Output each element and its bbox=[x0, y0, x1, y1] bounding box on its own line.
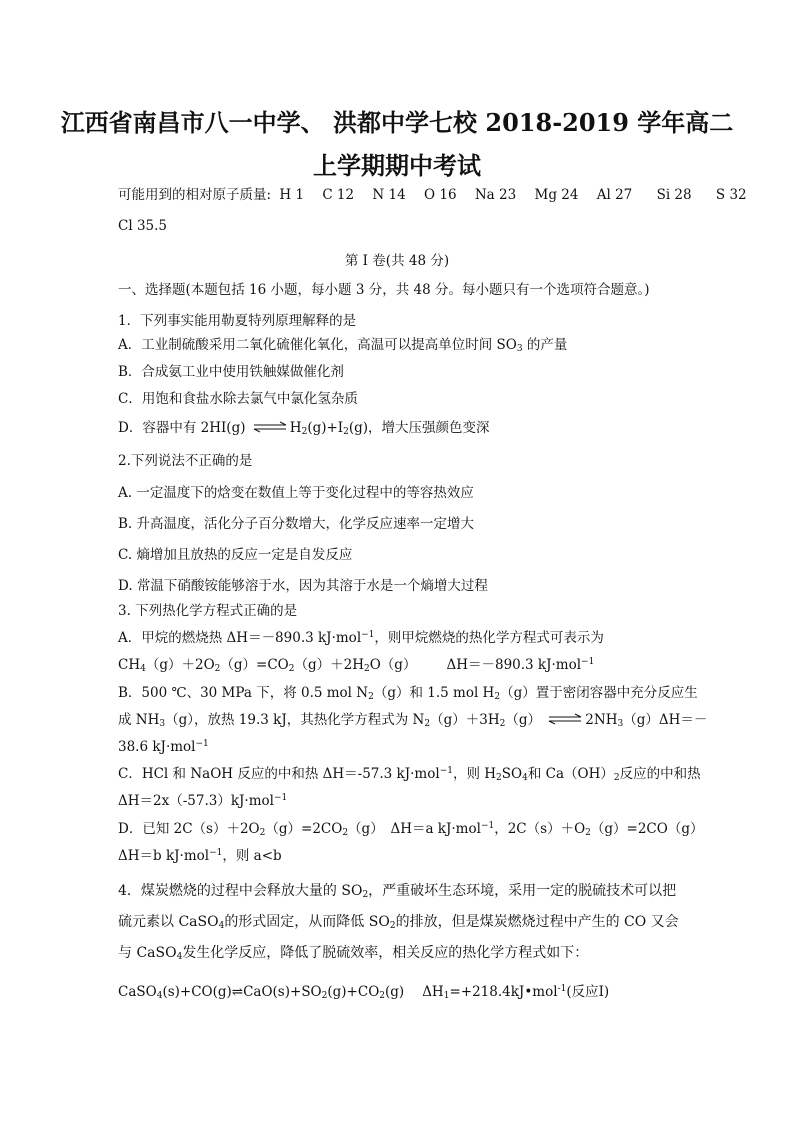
text: （g）ΔH＝－ bbox=[623, 712, 708, 728]
subscript: 2 bbox=[379, 991, 385, 1001]
q3-option-c-line2 bbox=[118, 792, 287, 810]
q3-option-b-line2 bbox=[118, 711, 707, 729]
text: （g）=2CO（g） bbox=[590, 821, 704, 837]
subscript: 3 bbox=[617, 719, 624, 729]
text: 反应的中和热 bbox=[619, 766, 701, 782]
q3-option-d-line2 bbox=[118, 847, 282, 865]
text: (s)+CO(g)⇌CaO(s)+SO bbox=[162, 984, 322, 1000]
subscript: 2 bbox=[259, 828, 266, 838]
subscript: 3 bbox=[159, 719, 166, 729]
q2-option-a: A. 一定温度下的焓变在数值上等于变化过程中的等容热效应 bbox=[118, 485, 474, 501]
q3-option-d-line1 bbox=[118, 820, 703, 838]
subscript: 4 bbox=[218, 921, 225, 931]
q3-stem: 3. 下列热化学方程式正确的是 bbox=[118, 603, 298, 619]
text: （g）和 1.5 mol H bbox=[373, 685, 495, 701]
subscript: 2 bbox=[301, 427, 308, 437]
mass-item: O 16 bbox=[424, 187, 457, 203]
q3-option-c-line1 bbox=[118, 765, 701, 783]
subscript: 2 bbox=[288, 664, 295, 674]
q2-option-c: C. 熵增加且放热的反应一定是自发反应 bbox=[118, 547, 353, 563]
exam-title-line2: 上学期期中考试 bbox=[313, 151, 481, 180]
subscript: 2 bbox=[496, 773, 502, 783]
subscript: 2 bbox=[214, 664, 221, 674]
text: 4．煤炭燃烧的过程中会释放大量的 SO bbox=[118, 883, 363, 899]
text: SO bbox=[501, 766, 523, 782]
text: (g)+CO bbox=[327, 984, 380, 1000]
text: （g） bbox=[505, 712, 541, 728]
text: ，严重破坏生态环境，采用一定的脱硫技术可以把 bbox=[368, 883, 677, 899]
text: ，则 H bbox=[452, 766, 497, 782]
exam-title-line1: 江西省南昌市八一中学、 洪都中学七校 2018-2019 学年高二 bbox=[60, 108, 734, 137]
mass-item: Si 28 bbox=[656, 187, 692, 203]
text: 的形式固定，从而降低 SO bbox=[224, 914, 390, 930]
text: ，则 a<b bbox=[222, 848, 282, 864]
subscript: 4 bbox=[522, 773, 528, 783]
text: A．甲烷的燃烧热 ΔH＝－890.3 kJ·mol bbox=[118, 630, 362, 646]
text: 的排放，但是煤炭燃烧过程中产生的 CO 又会 bbox=[395, 914, 679, 930]
text: =+218.4kJ•mol bbox=[449, 984, 558, 1000]
subscript: 2 bbox=[499, 719, 506, 729]
mass-item: N 14 bbox=[372, 187, 406, 203]
text: （g）＋3H bbox=[430, 712, 500, 728]
subscript: 2 bbox=[343, 427, 349, 437]
text: B．500 ℃、30 MPa 下，将 0.5 mol N bbox=[118, 685, 369, 701]
q1-a-text-end: 的产量 bbox=[522, 337, 568, 353]
atomic-mass-cl: Cl 35.5 bbox=[118, 218, 167, 234]
q4-line3 bbox=[118, 944, 588, 962]
subscript: 4 bbox=[176, 952, 183, 962]
text: （g）=CO bbox=[220, 657, 289, 673]
text: ，则甲烷燃烧的热化学方程式可表示为 bbox=[374, 630, 604, 646]
subscript: 2 bbox=[368, 692, 374, 702]
text: 2NH bbox=[585, 712, 618, 728]
text: （g） ΔH＝a kJ·mol bbox=[348, 821, 481, 837]
q2-stem: 2.下列说法不正确的是 bbox=[118, 453, 253, 469]
text: （g）＋2H bbox=[294, 657, 364, 673]
superscript: −1 bbox=[439, 766, 453, 776]
q1-d-i: (g)+I bbox=[307, 420, 344, 436]
text: ΔH＝b kJ·mol bbox=[118, 848, 210, 864]
text: CaSO bbox=[118, 984, 157, 1000]
text: （g）置于密闭容器中充分反应生 bbox=[500, 685, 698, 701]
q2-option-d: D. 常温下硝酸铵能够溶于水，因为其溶于水是一个熵增大过程 bbox=[118, 578, 488, 594]
text: 成 NH bbox=[118, 712, 160, 728]
subscript: 2 bbox=[424, 719, 431, 729]
equilibrium-arrow-icon bbox=[253, 421, 287, 433]
subscript: 4 bbox=[156, 991, 163, 1001]
text: CH bbox=[118, 657, 141, 673]
subscript: 2 bbox=[389, 921, 396, 931]
mass-item: Mg 24 bbox=[534, 187, 579, 203]
q1-stem: 1．下列事实能用勒夏特列原理解释的是 bbox=[118, 313, 357, 329]
atomic-mass-label: 可能用到的相对原子质量: bbox=[118, 187, 272, 203]
subscript: 4 bbox=[140, 664, 146, 674]
superscript: −1 bbox=[480, 821, 495, 831]
subscript: 2 bbox=[321, 991, 328, 1001]
q2-option-b: B. 升高温度，活化分子百分数增大，化学反应速率一定增大 bbox=[118, 516, 475, 532]
text: (g) bbox=[385, 984, 405, 1000]
text: C．HCl 和 NaOH 反应的中和热 ΔH＝-57.3 kJ·mol bbox=[118, 766, 440, 782]
text: ΔH＝－890.3 kJ·mol bbox=[446, 657, 582, 673]
q1-a-text: A．工业制硫酸采用二氧化硫催化氧化，高温可以提高单位时间 SO bbox=[118, 337, 517, 353]
superscript: −1 bbox=[361, 630, 375, 640]
q4-line1 bbox=[118, 882, 676, 900]
q1-d-h: H bbox=[289, 420, 302, 436]
q1-d-text: D．容器中有 2HI(g) bbox=[118, 420, 246, 436]
text: D．已知 2C（s）＋2O bbox=[118, 821, 260, 837]
q3-option-b-line3 bbox=[118, 738, 209, 756]
subscript: 2 bbox=[613, 773, 620, 783]
q3-option-b-line1 bbox=[118, 684, 698, 702]
atomic-mass-row bbox=[118, 186, 747, 204]
text: 和 Ca（OH） bbox=[527, 766, 614, 782]
subscript: 2 bbox=[585, 828, 591, 838]
mass-item: S 32 bbox=[715, 187, 747, 203]
subscript: 1 bbox=[443, 991, 450, 1001]
superscript: -1 bbox=[557, 984, 567, 994]
text: （g）＋2O bbox=[145, 657, 215, 673]
q1-option-c: C．用饱和食盐水除去氯气中氯化氢杂质 bbox=[118, 391, 358, 407]
superscript: −1 bbox=[209, 848, 223, 858]
text: O（g） bbox=[369, 657, 417, 673]
text: （g），放热 19.3 kJ，其热化学方程式为 N bbox=[165, 712, 425, 728]
superscript: −1 bbox=[581, 657, 595, 667]
subscript: 2 bbox=[362, 890, 369, 900]
mass-item: Al 27 bbox=[596, 187, 633, 203]
subscript: 2 bbox=[494, 692, 501, 702]
text: 硫元素以 CaSO bbox=[118, 914, 219, 930]
subscript: 2 bbox=[364, 664, 370, 674]
q1-option-a bbox=[118, 336, 567, 354]
q1-option-d bbox=[118, 419, 490, 437]
mass-item: Na 23 bbox=[474, 187, 517, 203]
q3-option-a-line2 bbox=[118, 656, 594, 674]
superscript: −1 bbox=[195, 739, 209, 749]
subscript: 2 bbox=[342, 828, 349, 838]
text: ΔH bbox=[422, 984, 444, 1000]
text: 发生化学反应，降低了脱硫效率，相关反应的热化学方程式如下： bbox=[182, 945, 589, 961]
text: 与 CaSO bbox=[118, 945, 177, 961]
q3-option-a-line1 bbox=[118, 629, 604, 647]
q1-d-end: (g)，增大压强颜色变深 bbox=[348, 420, 490, 436]
part-heading: 第 I 卷(共 48 分) bbox=[344, 253, 450, 269]
text: (反应Ⅰ) bbox=[566, 984, 610, 1000]
subscript: 3 bbox=[516, 344, 523, 354]
mass-item: H 1 bbox=[279, 187, 305, 203]
equilibrium-arrow-icon bbox=[548, 713, 582, 725]
q4-line2 bbox=[118, 913, 679, 931]
text: 38.6 kJ·mol bbox=[118, 739, 196, 755]
q1-option-b: B．合成氨工业中使用铁触媒做催化剂 bbox=[118, 364, 344, 380]
text: ，2C（s）＋O bbox=[494, 821, 586, 837]
superscript: −1 bbox=[273, 793, 288, 803]
text: （g）=2CO bbox=[265, 821, 343, 837]
section-heading: 一、选择题(本题包括 16 小题，每小题 3 分，共 48 分。每小题只有一个选项符合题意。) bbox=[118, 282, 650, 298]
text: ΔH＝2x（-57.3）kJ·mol bbox=[118, 793, 274, 809]
q4-equation-1 bbox=[118, 983, 609, 1001]
mass-item: C 12 bbox=[322, 187, 355, 203]
